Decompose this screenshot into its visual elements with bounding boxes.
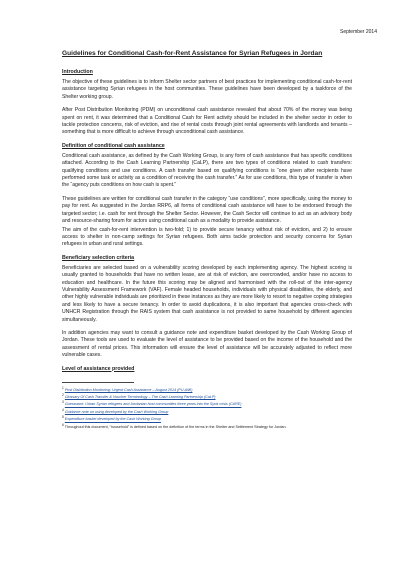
footnote-link[interactable]: Guidance note on using developed by the Cash Working Group [64,410,169,415]
footnote-number: 5 [62,415,64,420]
document-body [62,50,352,430]
beneficiary-heading: Beneficiary selection criteria [62,254,135,261]
footnote-text: Throughout this document, “household” is defined based on the definition of the terms in the Shelter and Settlement Strategy for Jordan. [64,425,287,430]
footnote-item [62,400,352,407]
footnote-number: 1 [62,385,64,390]
definition-paragraph-3: The aim of the cash-for-rent intervention is two-fold; 1) to provide secure tenancy without risk of eviction, and 2) to ensure access to shelter in non-camp settings for Syrian refugees. Both aims tackle protection and security concerns for Syrian refugees in urban and rural settings. [62,226,352,248]
footnote-number: 3 [62,400,64,405]
document-date: September 2014 [340,29,377,35]
footnote-item [62,415,352,422]
footnote-link[interactable]: Expenditure basket developed by the Cash Working Group [64,417,161,422]
beneficiary-paragraph-1: Beneficiaries are selected based on a vulnerability scoring developed by each implementing agency. The highest scoring is usually granted to households that have no written lease, are at risk of eviction, are overcrowded, and/or have no access to education and healthcare. In the future this scoring may be aligned and harmonised with the roll-out of the inter-agency Vulnerability Assessment Framework (VAF). Female headed households, individuals with physical disabilities, the elderly, and other highly vulnerable individuals are prioritized in these instances as they are more likely to resort to negative coping strategies and less likely to have a secure tenancy. In order to avoid duplications, it is also important that agencies cross-check with UNHCR Registration through the RAIS system that cash assistance is not provided to same household by different agencies simultaneously. [62,264,352,323]
document-title: Guidelines for Conditional Cash-for-Rent Assistance for Syrian Refugees in Jordan [62,50,323,57]
footnote-number: 6 [62,422,64,427]
definition-paragraph-2: These guidelines are written for conditional cash transfer in the category “use conditions”, more specifically, using the money to pay for rent. As suggested in the Jordan RRP6, all forms of conditional cash assistance will have to be endorsed through the targeted sector; i.e. cash for rent through the Shelter Sector. However, the Cash Sector will continue to act as an advisory body and resource-sharing forum for actors using conditional cash as a modality to provide assistance. [62,195,352,225]
footnote-item [62,423,352,430]
footnote-number: 4 [62,407,64,412]
footnote-item [62,386,352,393]
footnote-link[interactable]: Guesswork: Urban Syrian refugees and Jordanian host communities three years into the Syria crisis (CARE) [64,402,242,407]
footnote-divider [62,382,134,383]
definition-paragraph-1: Conditional cash assistance, as defined by the Cash Working Group, is any form of cash assistance that has specific conditions attached. According to the Cash Learning Partnership (CaLP), there are two types of conditions related to cash transfers: qualifying conditions and use conditions. A cash transfer based on qualifying conditions is “one given after recipients have performed some task or activity as a condition of receiving the cash transfer.” As for use conditions, this type of transfer is when the “agency puts conditions on how cash is spent.” [62,152,352,189]
definition-heading: Definition of conditional cash assistance [62,142,165,149]
introduction-paragraph-2: After Post Distribution Monitoring (PDM) on unconditional cash assistance revealed that about 70% of the money was being spent on rent, it was determined that a Conditional Cash for Rent activity should be included in the shelter sector in order to tackle protection concerns, risk of eviction, and rise of rental costs through joint rental agreements with landlords and tenants – something that is more difficult to achieve through unconditional cash assistance. [62,107,352,136]
footnotes [62,386,352,431]
introduction-heading: Introduction [62,69,93,75]
footnote-link[interactable]: Glossary Of Cash Transfer & Voucher Terminology – The Cash Learning Partnership (CaLP) [64,395,216,400]
introduction-paragraph-1: The objective of these guidelines is to inform Shelter sector partners of best practices for implementing conditional cash-for-rent assistance targeting Syrian refugees in the host communities. These guidelines have been developed by a taskforce of the Shelter working group. [62,79,352,100]
footnote-number: 2 [62,393,64,398]
level-heading: Level of assistance provided [62,365,135,372]
footnote-link[interactable]: Post Distribution Monitoring: Urgent Cash Assistance – August 2014 (PU-AMI) [64,387,193,392]
footnote-item [62,408,352,415]
beneficiary-paragraph-2: In addition agencies may want to consult a guidance note and expenditure basket developed by the Cash Working Group of Jordan. These tools are used to evaluate the level of assistance to be provided based on the income of the household and the assessment of rental prices. This information will ensure the level of assistance will be accurately adjusted to reflect more vulnerable cases. [62,329,352,359]
footnote-item [62,393,352,400]
